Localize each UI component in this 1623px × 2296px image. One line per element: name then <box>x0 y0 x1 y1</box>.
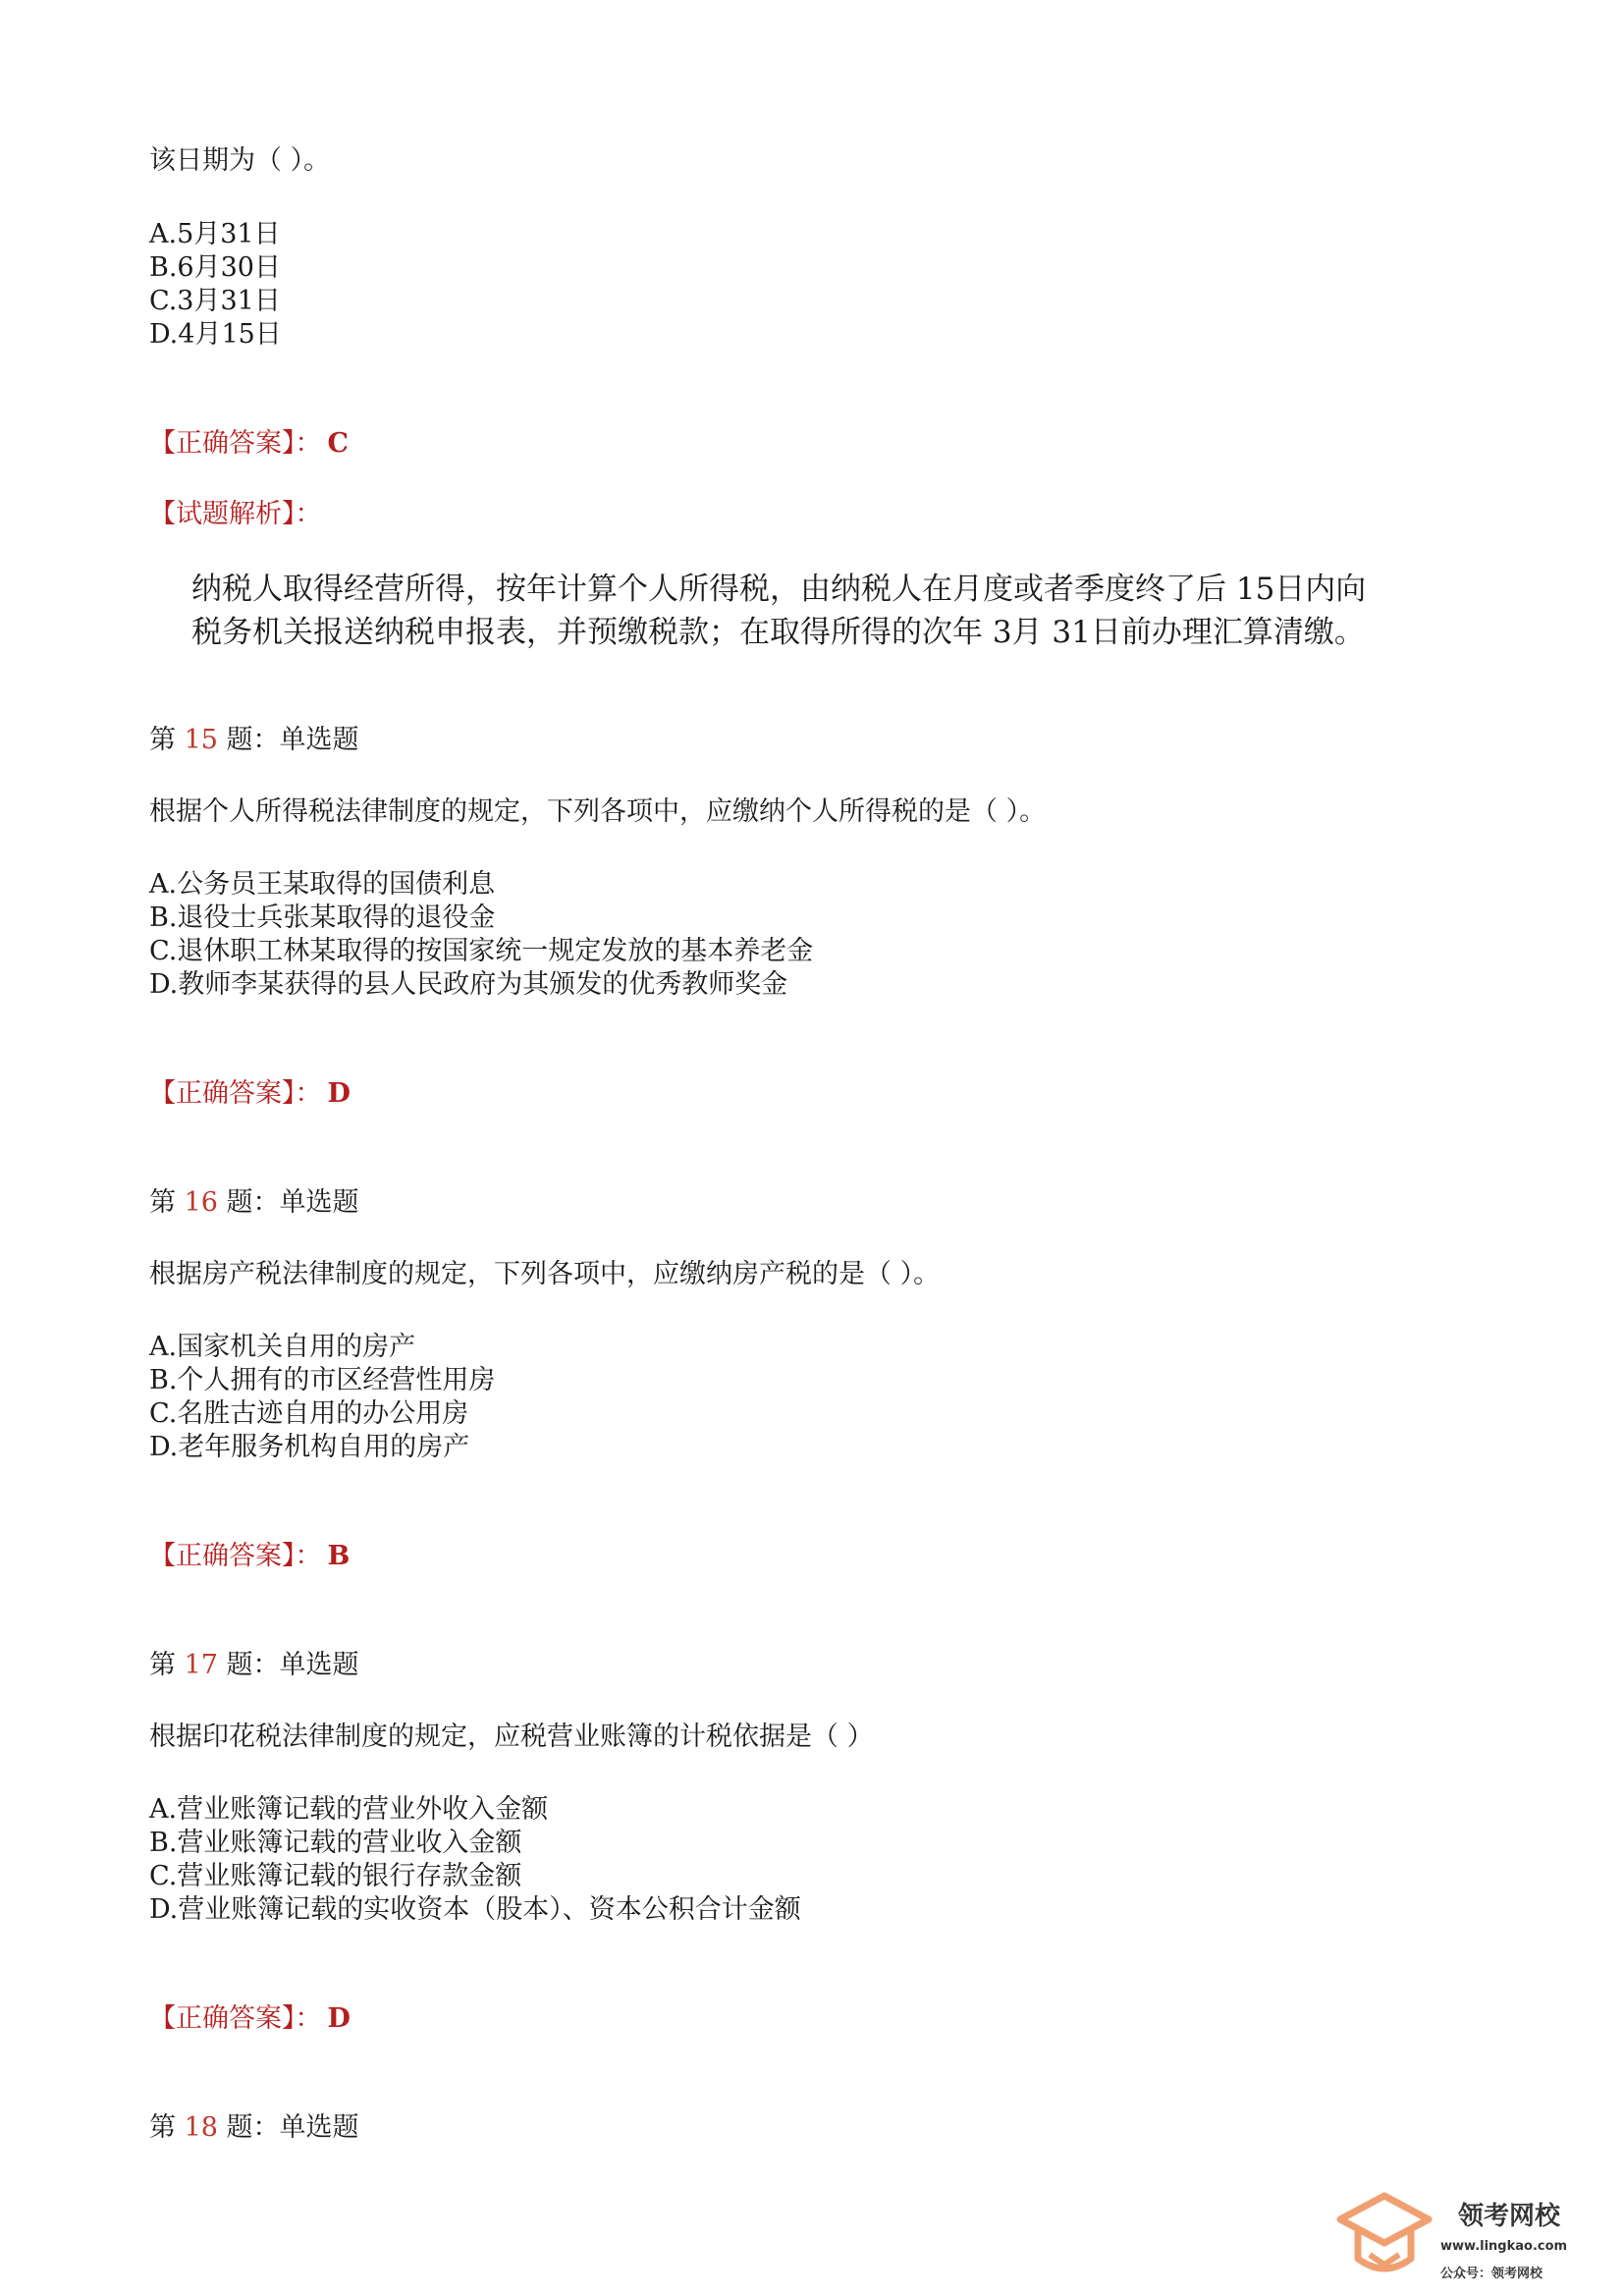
analysis-heading <box>149 498 322 531</box>
option-c: C.名胜古迹自用的办公用房 <box>149 1398 469 1429</box>
option-c: C.3月31日 <box>149 286 281 316</box>
question-number: 15 <box>184 725 218 755</box>
graduation-cap-icon <box>1330 2188 1438 2286</box>
brand-url: www.lingkao.com <box>1440 2239 1568 2254</box>
correct-answer <box>149 427 349 461</box>
question-number: 18 <box>184 2112 218 2143</box>
question-type: 题：单选题 <box>226 725 359 755</box>
question-prefix: 第 <box>149 2112 176 2143</box>
question-prefix: 第 <box>149 1187 176 1218</box>
answer-value: D <box>327 1078 351 1109</box>
question-type: 题：单选题 <box>226 1187 359 1218</box>
question-stem: 根据印花税法律制度的规定，应税营业账簿的计税依据是（ ） <box>149 1722 874 1752</box>
option-a: A.5月31日 <box>149 219 281 249</box>
answer-value: B <box>327 1541 351 1571</box>
option-d: D.教师李某获得的县人民政府为其颁发的优秀教师奖金 <box>149 969 788 1000</box>
question-header <box>149 1649 359 1682</box>
question-header <box>149 724 359 757</box>
option-c: C.营业账簿记载的银行存款金额 <box>149 1861 522 1891</box>
analysis-text-line: 纳税人取得经营所得，按年计算个人所得税，由纳税人在月度或者季度终了后 15日内向 <box>191 572 1367 607</box>
question-prefix: 第 <box>149 1650 176 1680</box>
answer-label: 【正确答案】： <box>149 1078 322 1109</box>
correct-answer <box>149 1540 350 1573</box>
option-a: A.公务员王某取得的国债利息 <box>149 869 496 900</box>
question-prefix: 第 <box>149 725 176 755</box>
question-stem: 该日期为（ ）。 <box>149 145 331 176</box>
answer-label: 【正确答案】： <box>149 1541 322 1571</box>
option-b: B.营业账簿记载的营业收入金额 <box>149 1828 522 1858</box>
question-number: 16 <box>184 1187 218 1218</box>
question-number: 17 <box>184 1650 218 1680</box>
analysis-label: 【试题解析】： <box>149 499 322 529</box>
answer-label: 【正确答案】： <box>149 428 322 459</box>
option-d: D.营业账簿记载的实收资本（股本）、资本公积合计金额 <box>149 1894 801 1925</box>
answer-value: C <box>327 428 349 459</box>
option-a: A.营业账簿记载的营业外收入金额 <box>149 1794 549 1825</box>
option-b: B.退役士兵张某取得的退役金 <box>149 902 496 933</box>
option-b: B.个人拥有的市区经营性用房 <box>149 1365 496 1395</box>
brand-logo <box>1330 2188 1596 2286</box>
question-header <box>149 2111 359 2145</box>
option-d: D.4月15日 <box>149 319 282 350</box>
correct-answer <box>149 1077 351 1111</box>
analysis-text-line: 税务机关报送纳税申报表，并预缴税款；在取得所得的次年 3月 31日前办理汇算清缴。 <box>191 615 1365 650</box>
answer-label: 【正确答案】： <box>149 2003 322 2034</box>
question-stem: 根据个人所得税法律制度的规定，下列各项中，应缴纳个人所得税的是（ ）。 <box>149 796 1047 827</box>
correct-answer <box>149 2002 351 2036</box>
option-b: B.6月30日 <box>149 252 281 283</box>
question-header <box>149 1186 359 1220</box>
option-d: D.老年服务机构自用的房产 <box>149 1432 470 1462</box>
option-a: A.国家机关自用的房产 <box>149 1332 416 1362</box>
question-stem: 根据房产税法律制度的规定，下列各项中，应缴纳房产税的是（ ）。 <box>149 1259 941 1289</box>
answer-value: D <box>327 2003 351 2034</box>
option-c: C.退休职工林某取得的按国家统一规定发放的基本养老金 <box>149 936 814 966</box>
brand-wechat: 公众号：领考网校 <box>1440 2267 1543 2281</box>
question-type: 题：单选题 <box>226 2112 359 2143</box>
question-type: 题：单选题 <box>226 1650 359 1680</box>
brand-name: 领考网校 <box>1458 2202 1561 2231</box>
